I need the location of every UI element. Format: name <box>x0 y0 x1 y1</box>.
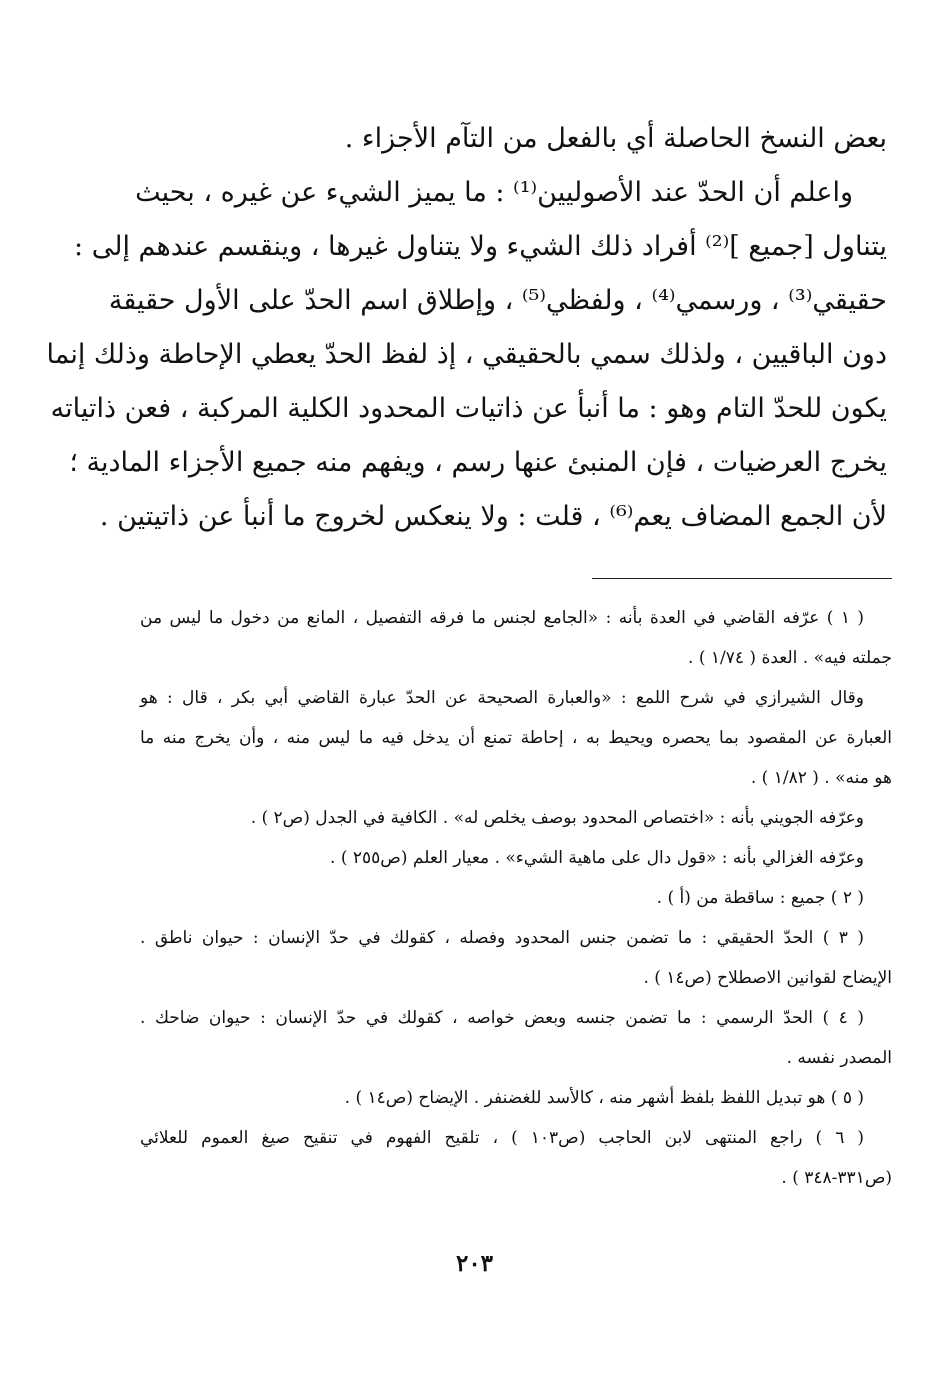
footnote-line: ( ٢ ) جميع : ساقطة من (أ ) . <box>656 888 864 908</box>
footnote-line: ( ٥ ) هو تبديل اللفظ بلفظ أشهر منه ، كالأسد للغضنفر . الإيضاح (ص١٤ ) . <box>344 1088 864 1108</box>
footnote-line: ( ٣ ) الحدّ الحقيقي : ما تضمن جنس المحدود وفصله ، كقولك في حدّ الإنسان : حيوان ناطق . <box>140 928 864 948</box>
body-line-2: واعلم أن الحدّ عند الأصوليين⁽¹⁾ : ما يميز الشيء عن غيره ، بحيث <box>135 177 853 208</box>
footnote-line: ( ١ ) عرّفه القاضي في العدة بأنه : «الجامع لجنس ما فرقه التفصيل ، المانع من دخول ما ليس من <box>140 608 864 628</box>
footnote-line: وعرّفه الجويني بأنه : «اختصاص المحدود بوصف يخلص له» . الكافية في الجدل (ص٢ ) . <box>250 808 864 828</box>
footnote-line: هو منه» . ( ١/٨٢ ) . <box>750 768 892 788</box>
body-line-6: يكون للحدّ التام وهو : ما أنبأ عن ذاتيات المحدود الكلية المركبة ، فعن ذاتياته <box>50 393 887 424</box>
footnote-line: الإيضاح لقوانين الاصطلاح (ص١٤ ) . <box>643 968 892 988</box>
footnote-divider <box>592 578 892 579</box>
body-line-3: يتناول [جميع ]⁽²⁾ أفراد ذلك الشيء ولا يتناول غيرها ، وينقسم عندهم إلى : <box>74 231 887 262</box>
footnotes <box>140 598 892 1198</box>
footnote-line: المصدر نفسه . <box>786 1048 892 1068</box>
footnote-line: ( ٦ ) راجع المنتهى لابن الحاجب (ص١٠٣ ) ، تلقيح الفهوم في تنقيح صيغ العموم للعلائي <box>140 1128 864 1148</box>
body-line-4: حقيقي⁽³⁾ ، ورسمي⁽⁴⁾ ، ولفظي⁽⁵⁾ ، وإطلاق اسم الحدّ على الأول حقيقة <box>108 285 887 316</box>
footnote-line: جملته فيه» . العدة ( ١/٧٤ ) . <box>688 648 892 668</box>
page-number: ٢٠٣ <box>455 1250 494 1277</box>
footnote-line: ( ٤ ) الحدّ الرسمي : ما تضمن جنسه وبعض خواصه ، كقولك في حدّ الإنسان : حيوان ضاحك . <box>140 1008 864 1028</box>
footnote-line: (ص٣٣١-٣٤٨ ) . <box>781 1168 892 1188</box>
body-line-8: لأن الجمع المضاف يعم⁽⁶⁾ ، قلت : ولا ينعكس لخروج ما أنبأ عن ذاتيتين . <box>99 501 887 532</box>
body-line-5: دون الباقيين ، ولذلك سمي بالحقيقي ، إذ لفظ الحدّ يعطي الإحاطة وذلك إنما <box>46 339 887 370</box>
main-text <box>46 112 887 544</box>
body-line-7: يخرج العرضيات ، فإن المنبئ عنها رسم ، ويفهم منه جميع الأجزاء المادية ؛ <box>69 447 887 478</box>
footnote-line: وقال الشيرازي في شرح اللمع : «والعبارة الصحيحة عن الحدّ عبارة القاضي أبي بكر ، قال : هو <box>140 688 864 708</box>
footnote-line: العبارة عن المقصود بما يحصره ويحيط به ، إحاطة تمنع أن يدخل فيه ما ليس منه ، وأن يخرج منه ما <box>140 728 892 748</box>
footnote-line: وعرّفه الغزالي بأنه : «قول دال على ماهية الشيء» . معيار العلم (ص٢٥٥ ) . <box>330 848 864 868</box>
body-line-1: بعض النسخ الحاصلة أي بالفعل من التآم الأجزاء . <box>344 123 887 154</box>
